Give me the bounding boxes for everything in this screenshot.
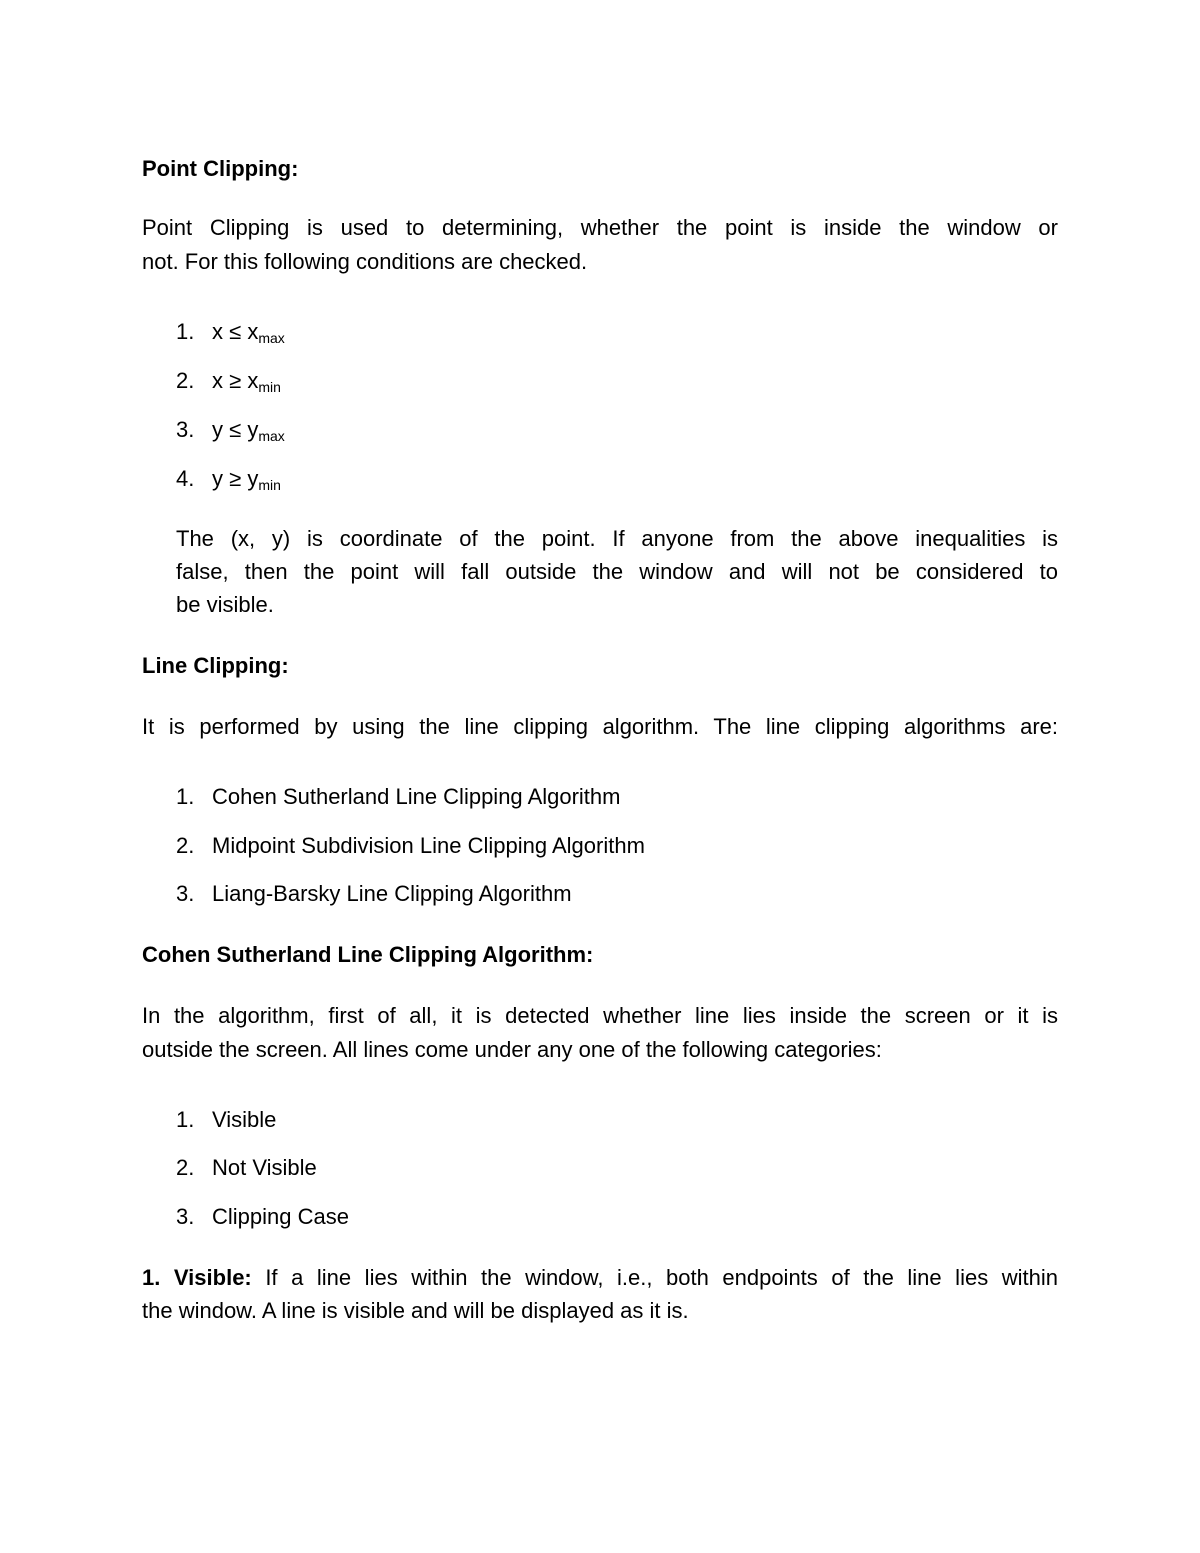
list-item-label: Visible [212, 1107, 277, 1132]
point-note-line-1: The (x, y) is coordinate of the point. If anyone from the above inequalities is [176, 526, 1058, 551]
point-note-line-2: false, then the point will fall outside the window and will not be considered to [176, 559, 1058, 584]
point-note-line-3: be visible. [176, 592, 274, 617]
list-number: 3. [176, 881, 195, 906]
visible-paragraph-line-2: the window. A line is visible and will be displayed as it is. [142, 1298, 689, 1323]
list-number: 3. [176, 417, 195, 442]
list-item-label: Cohen Sutherland Line Clipping Algorithm [212, 784, 621, 809]
list-number: 2. [176, 833, 195, 858]
list-item-label: Midpoint Subdivision Line Clipping Algorithm [212, 833, 645, 858]
condition-expression: $y \le y_{max}$ [212, 417, 285, 444]
heading-line-clipping: Line Clipping: [142, 653, 289, 678]
condition-expression: $x \ge x_{min}$ [212, 368, 281, 395]
point-clipping-paragraph-line-2: not. For this following conditions are checked. [142, 249, 588, 274]
list-number: 3. [176, 1204, 195, 1229]
condition-expression: $x \le x_{max}$ [212, 319, 285, 346]
list-number: 2. [176, 1155, 195, 1180]
cohen-paragraph-line-2: outside the screen. All lines come under any one of the following categories: [142, 1037, 882, 1062]
point-clipping-paragraph-line-1: Point Clipping is used to determining, whether the point is inside the window or [142, 215, 1058, 240]
list-number: 4. [176, 466, 195, 491]
list-item-label: Liang-Barsky Line Clipping Algorithm [212, 881, 572, 906]
visible-label: 1. Visible: [142, 1265, 252, 1290]
visible-paragraph-line-1: 1. Visible: If a line lies within the window, i.e., both endpoints of the line lies within [142, 1265, 1058, 1290]
list-number: 1. [176, 1107, 195, 1132]
line-clipping-paragraph: It is performed by using the line clipping algorithm. The line clipping algorithms are: [142, 714, 1058, 739]
heading-cohen-sutherland: Cohen Sutherland Line Clipping Algorithm: [142, 942, 594, 967]
condition-expression: $y \ge y_{min}$ [212, 466, 281, 493]
list-number: 1. [176, 319, 195, 344]
list-number: 2. [176, 368, 195, 393]
list-item-label: Not Visible [212, 1155, 317, 1180]
list-number: 1. [176, 784, 195, 809]
heading-point-clipping: Point Clipping: [142, 156, 299, 181]
cohen-paragraph-line-1: In the algorithm, first of all, it is detected whether line lies inside the screen or it is [142, 1003, 1058, 1028]
list-item-label: Clipping Case [212, 1204, 349, 1229]
